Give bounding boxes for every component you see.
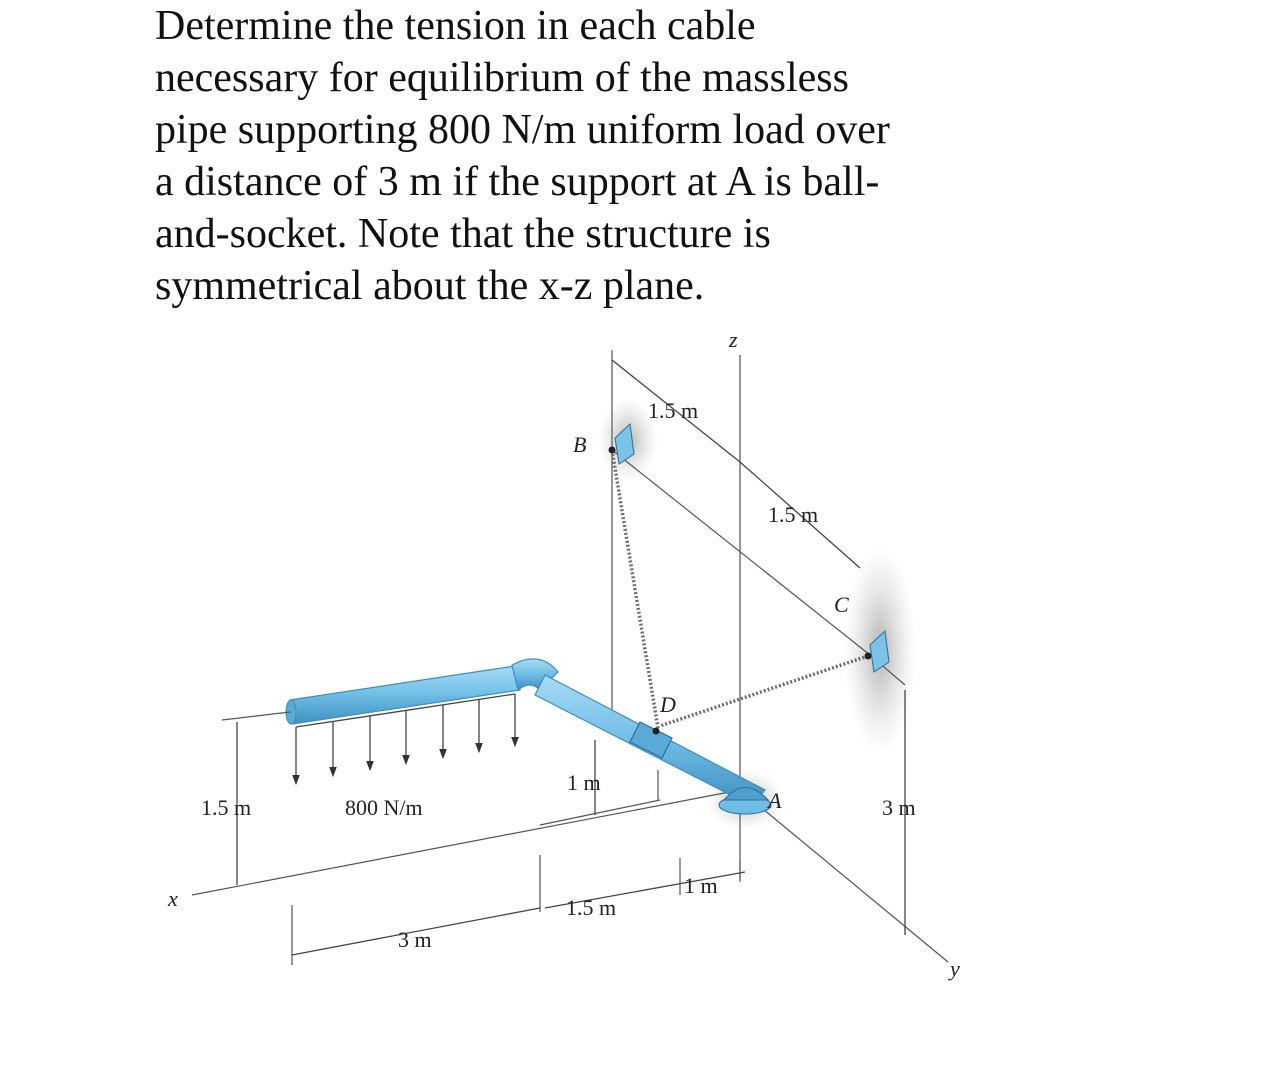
- ref-line-bc: [612, 450, 870, 655]
- problem-line: and-socket. Note that the structure is: [155, 211, 771, 257]
- cable-cd: [660, 656, 868, 726]
- problem-line: a distance of 3 m if the support at A is ball-: [155, 159, 880, 205]
- label-a: A: [768, 788, 782, 813]
- dim-right-height-label: 3 m: [882, 795, 916, 820]
- cable-bd: [612, 450, 658, 728]
- label-d: D: [660, 692, 676, 717]
- point-d-dot: [653, 728, 660, 735]
- dim-top-left: 1.5 m: [648, 398, 699, 423]
- z-axis-label: z: [729, 327, 738, 352]
- dim-height-left-ext: [222, 712, 290, 720]
- dim-base-1-label: 1.5 m: [566, 895, 617, 920]
- problem-line: pipe supporting 800 N/m uniform load over: [155, 107, 890, 153]
- point-b-dot: [609, 447, 616, 454]
- problem-line: Determine the tension in each cable: [155, 3, 756, 49]
- point-c-dot: [865, 653, 872, 660]
- y-axis: [740, 790, 948, 962]
- problem-line: symmetrical about the x-z plane.: [155, 263, 705, 309]
- x-axis-label: x: [168, 886, 178, 911]
- dim-height-left-label: 1.5 m: [201, 795, 252, 820]
- x-axis: [192, 790, 740, 895]
- label-c: C: [834, 592, 849, 617]
- problem-line: necessary for equilibrium of the massless: [155, 55, 849, 101]
- dim-load-length-label: 3 m: [398, 927, 432, 952]
- y-axis-label: y: [950, 956, 960, 981]
- pipe-horizontal: [290, 666, 520, 724]
- dim-drop-ext: [540, 800, 660, 825]
- dim-drop-label: 1 m: [567, 770, 601, 795]
- dim-top-right: 1.5 m: [768, 502, 819, 527]
- load-label: 800 N/m: [345, 795, 423, 820]
- dim-base-2-label: 1 m: [684, 873, 718, 898]
- label-b: B: [573, 432, 587, 457]
